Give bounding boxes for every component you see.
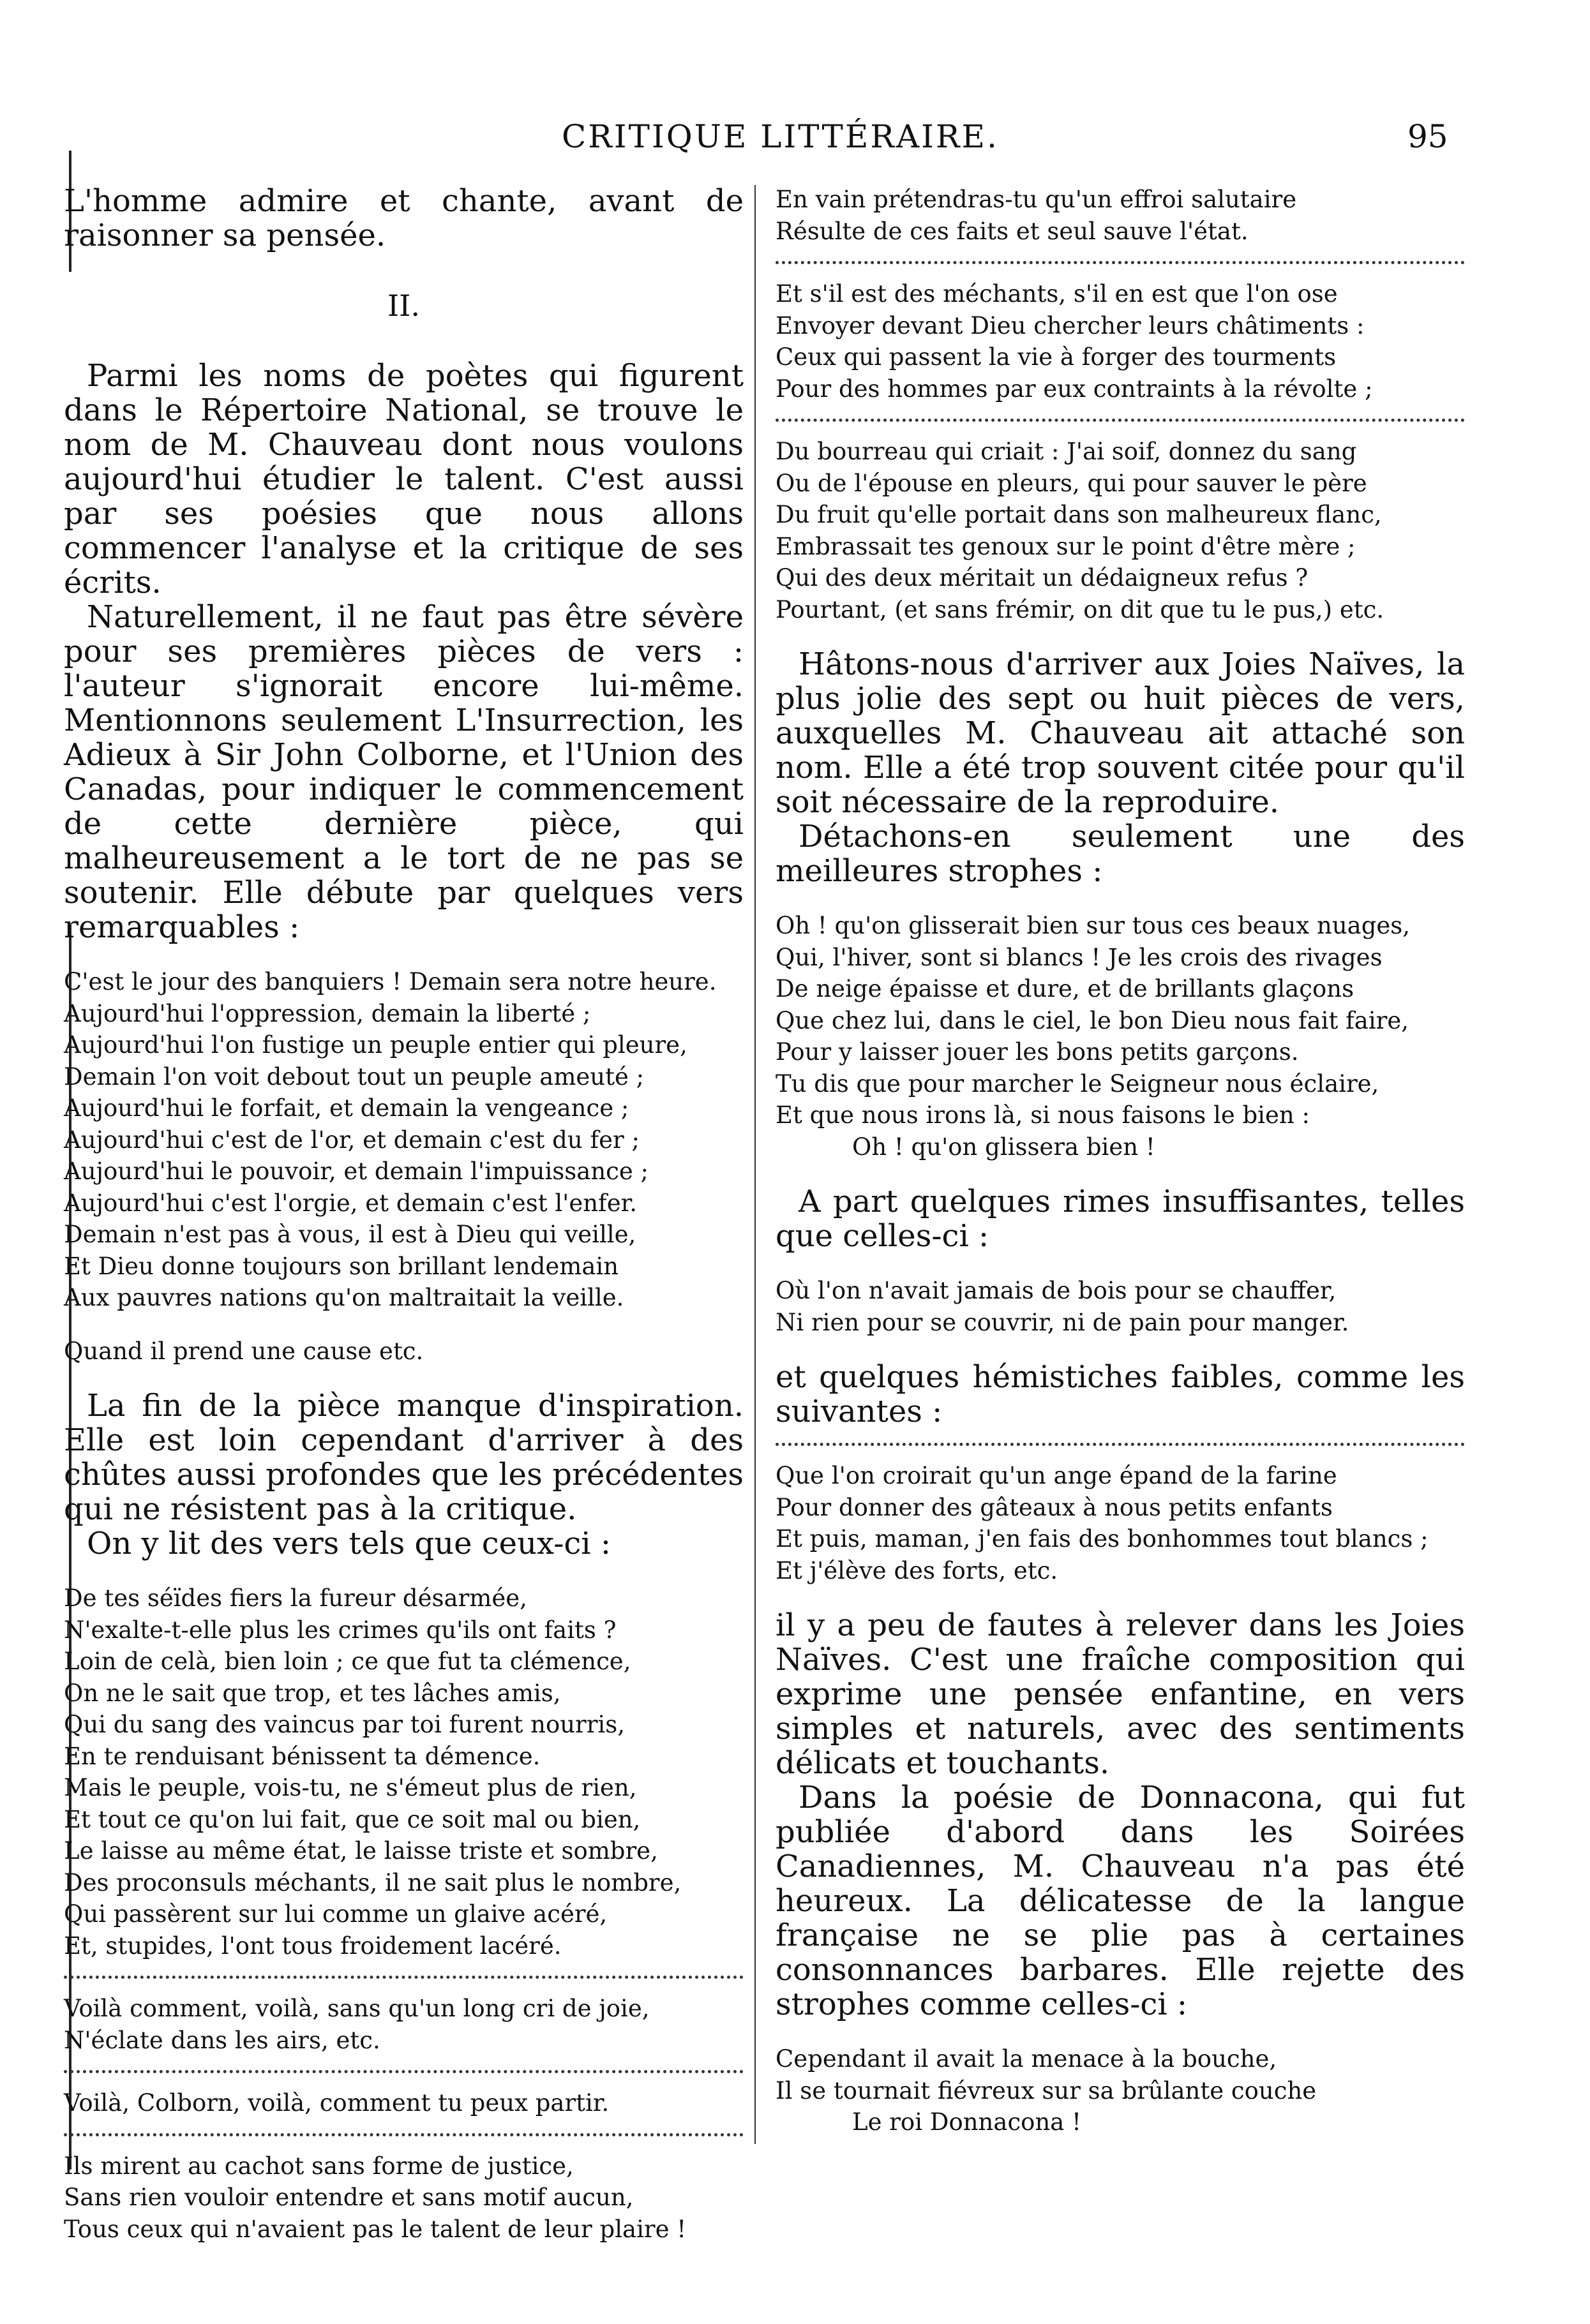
left-column [64, 184, 744, 2245]
dotted-rule [64, 2133, 744, 2136]
right-column [776, 184, 1465, 2138]
verse-line: Qui, l'hiver, sont si blancs ! Je les crois des rivages [776, 943, 1383, 971]
verse-line: Du bourreau qui criait : J'ai soif, donnez du sang [776, 438, 1357, 465]
paragraph: et quelques hémistiches faibles, comme les suivantes : [776, 1359, 1465, 1429]
verse-line: Oh ! qu'on glissera bien ! [852, 1133, 1155, 1161]
verse-quote [776, 910, 1465, 1163]
verse-line: Demain l'on voit debout tout un peuple ameuté ; [64, 1062, 645, 1091]
verse-line: Aujourd'hui c'est l'orgie, et demain c'est l'enfer. [64, 1189, 638, 1217]
verse-line: Tu dis que pour marcher le Seigneur nous éclaire, [776, 1069, 1379, 1098]
verse-line: Le roi Donnacona ! [852, 2108, 1081, 2136]
dotted-rule [776, 1443, 1465, 1446]
verse-line: Demain n'est pas à vous, il est à Dieu qui veille, [64, 1221, 636, 1248]
verse-line: Que chez lui, dans le ciel, le bon Dieu nous fait faire, [776, 1006, 1409, 1034]
verse-line: Et puis, maman, j'en fais des bonhommes tout blancs ; [776, 1525, 1429, 1553]
verse-quote [64, 966, 744, 1367]
paragraph: Hâtons-nous d'arriver aux Joies Naïves, la plus jolie des sept ou huit pièces de vers, auxquelles M. Chauveau ait attaché son nom. Elle a été trop souvent citée pour qu'il soit nécessaire de la reproduire. [776, 646, 1465, 820]
verse-line: Où l'on n'avait jamais de bois pour se chauffer, [776, 1277, 1337, 1304]
verse-quote [776, 278, 1465, 405]
verse-quote [776, 436, 1465, 625]
verse-line: Et, stupides, l'ont tous froidement lacéré. [64, 1932, 562, 1960]
verse-line: Ou de l'épouse en pleurs, qui pour sauver le père [776, 469, 1367, 497]
section-heading: II. [387, 288, 420, 323]
verse-line: Voilà, Colborn, voilà, comment tu peux partir. [64, 2089, 610, 2117]
verse-line: Ni rien pour se couvrir, ni de pain pour manger. [776, 1308, 1349, 1336]
paragraph: Détachons-en seulement une des meilleures strophes : [776, 819, 1465, 889]
verse-line: Que l'on croirait qu'un ange épand de la farine [776, 1462, 1337, 1489]
verse-line: Cependant il avait la menace à la bouche, [776, 2045, 1277, 2073]
paragraph: il y a peu de fautes à relever dans les Joies Naïves. C'est une fraîche composition qui exprime une pensée enfantine, en vers simples et naturels, avec des sentiments délicats et touchants. [776, 1607, 1465, 1781]
column-divider [754, 185, 756, 2144]
page-number: 95 [1407, 118, 1448, 155]
verse-line: Pour donner des gâteaux à nous petits enfants [776, 1493, 1333, 1521]
verse-line: Envoyer devant Dieu chercher leurs châtiments : [776, 311, 1365, 339]
verse-line: Qui des deux méritait un dédaigneux refus ? [776, 564, 1309, 592]
verse-line: Mais le peuple, vois-tu, ne s'émeut plus de rien, [64, 1774, 637, 1801]
verse-line: Embrassait tes genoux sur le point d'être mère ; [776, 532, 1356, 560]
verse-quote [64, 2150, 744, 2246]
verse-line: Qui du sang des vaincus par toi furent nourris, [64, 1711, 626, 1738]
paragraph: On y lit des vers tels que ceux-ci : [87, 1526, 611, 1561]
verse-quote [776, 2043, 1465, 2138]
verse-quote [64, 1583, 744, 1962]
verse-line: Et tout ce qu'on lui fait, que ce soit mal ou bien, [64, 1805, 641, 1833]
paragraph: Naturellement, il ne faut pas être sévère pour ses premières pièces de vers : l'auteur s'ignorait encore lui-même. Mentionnons seulement L'Insurrection, les Adieux à Sir John Colborne, et l'Union des Canadas, pour indiquer le commencement de cette dernière pièce, qui malheureusement a le tort de ne pas se soutenir. Elle débute par quelques vers remarquables : [64, 599, 744, 945]
paragraph: La fin de la pièce manque d'inspiration. Elle est loin cependant d'arriver à des chûtes aussi profondes que les précédentes qui ne résistent pas à la critique. [64, 1388, 744, 1527]
verse-line: Et Dieu donne toujours son brillant lendemain [64, 1252, 619, 1280]
verse-line: C'est le jour des banquiers ! Demain sera notre heure. [64, 968, 717, 995]
verse-line: Sans rien vouloir entendre et sans motif aucun, [64, 2184, 634, 2211]
verse-line: Et que nous irons là, si nous faisons le bien : [776, 1101, 1310, 1129]
running-title: CRITIQUE LITTÉRAIRE. [562, 118, 999, 155]
verse-line: Aujourd'hui l'on fustige un peuple entier qui pleure, [64, 1031, 687, 1059]
verse-line: De neige épaisse et dure, et de brillants glaçons [776, 975, 1354, 1002]
verse-line: Résulte de ces faits et seul sauve l'état. [776, 217, 1249, 245]
dotted-rule [776, 419, 1465, 422]
dotted-rule [776, 261, 1465, 264]
verse-line: Il se tournait fiévreux sur sa brûlante couche [776, 2076, 1317, 2104]
verse-line: Aujourd'hui le forfait, et demain la vengeance ; [64, 1094, 629, 1122]
verse-line: Pour des hommes par eux contraints à la révolte ; [776, 375, 1373, 403]
verse-line: Et s'il est des méchants, s'il en est que l'on ose [776, 280, 1338, 308]
verse-line: En vain prétendras-tu qu'un effroi salutaire [776, 186, 1297, 213]
verse-line: Ceux qui passent la vie à forger des tourments [776, 343, 1337, 371]
verse-line: Et j'élève des forts, etc. [776, 1556, 1058, 1584]
paragraph: A part quelques rimes insuffisantes, telles que celles-ci : [776, 1184, 1465, 1254]
verse-line: N'exalte-t-elle plus les crimes qu'ils ont faits ? [64, 1616, 617, 1644]
verse-line: Aujourd'hui l'oppression, demain la liberté ; [64, 999, 591, 1027]
verse-line: Voilà comment, voilà, sans qu'un long cri de joie, [64, 1995, 650, 2022]
verse-quote [776, 184, 1465, 247]
verse-line: Pourtant, (et sans frémir, on dit que tu le pus,) etc. [776, 595, 1384, 623]
verse-line: Le laisse au même état, le laisse triste et sombre, [64, 1837, 658, 1865]
dotted-rule [64, 2070, 744, 2073]
verse-line: On ne le sait que trop, et tes lâches amis, [64, 1679, 561, 1707]
verse-line: Ils mirent au cachot sans forme de justice, [64, 2152, 574, 2180]
verse-quote [776, 1460, 1465, 1586]
verse-line: Des proconsuls méchants, il ne sait plus le nombre, [64, 1868, 682, 1896]
verse-line: En te renduisant bénissent ta démence. [64, 1742, 541, 1770]
verse-line: Du fruit qu'elle portait dans son malheureux flanc, [776, 501, 1382, 528]
verse-line: Aux pauvres nations qu'on maltraitait la veille. [64, 1284, 624, 1311]
dotted-rule [64, 1976, 744, 1979]
verse-line: De tes séïdes fiers la fureur désarmée, [64, 1584, 527, 1612]
paragraph: L'homme admire et chante, avant de raisonner sa pensée. [64, 183, 744, 253]
verse-line: Oh ! qu'on glisserait bien sur tous ces beaux nuages, [776, 912, 1411, 939]
verse-line: Quand il prend une cause etc. [64, 1337, 424, 1365]
paragraph: Parmi les noms de poètes qui figurent dans le Répertoire National, se trouve le nom de M. Chauveau dont nous voulons aujourd'hui étudier le talent. C'est aussi par ses poésies que nous allons commencer l'analyse et la critique de ses écrits. [64, 358, 744, 600]
verse-quote [64, 1993, 744, 2056]
verse-line: Loin de celà, bien loin ; ce que fut ta clémence, [64, 1648, 631, 1675]
verse-quote [776, 1275, 1465, 1338]
running-header [0, 118, 1590, 163]
verse-line: Aujourd'hui c'est de l'or, et demain c'est du fer ; [64, 1126, 640, 1154]
verse-line: Qui passèrent sur lui comme un glaive acéré, [64, 1900, 608, 1928]
verse-line: Tous ceux qui n'avaient pas le talent de leur plaire ! [64, 2215, 687, 2243]
verse-quote [64, 2087, 744, 2119]
paragraph: Dans la poésie de Donnacona, qui fut publiée d'abord dans les Soirées Canadiennes, M. Chauveau n'a pas été heureux. La délicatesse de la langue française ne se plie pas à certaines consonnances barbares. Elle rejette des strophes comme celles-ci : [776, 1780, 1465, 2022]
verse-line: Pour y laisser jouer les bons petits garçons. [776, 1038, 1299, 1066]
verse-line: N'éclate dans les airs, etc. [64, 2026, 380, 2054]
verse-line: Aujourd'hui le pouvoir, et demain l'impuissance ; [64, 1158, 649, 1185]
